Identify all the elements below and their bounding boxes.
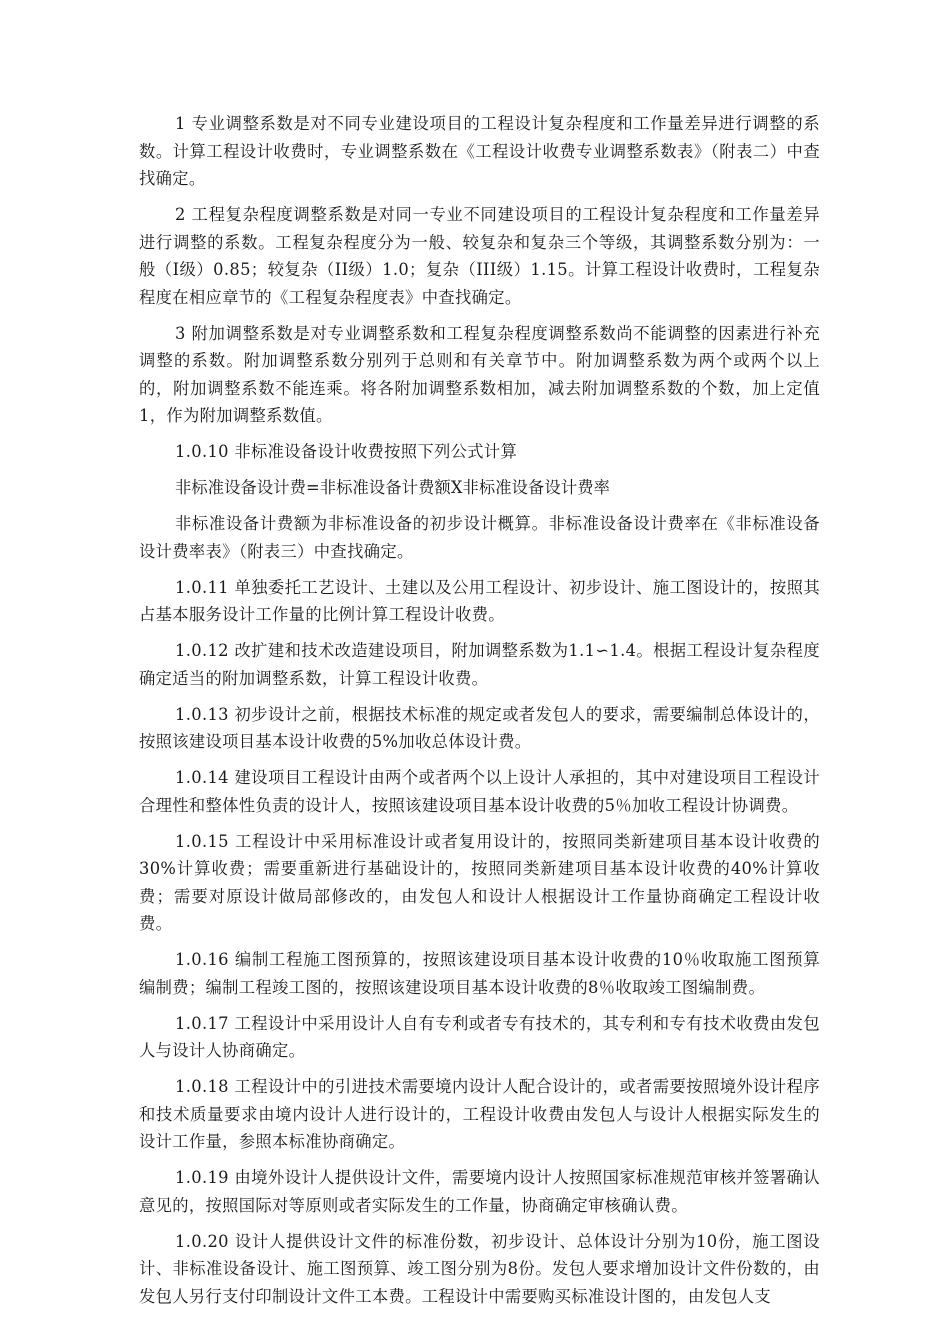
clause-1-0-16: 1.0.16 编制工程施工图预算的，按照该建设项目基本设计收费的10％收取施工图预算编制费；编制工程竣工图的，按照该建设项目基本设计收费的8％收取竣工图编制费。 <box>139 950 820 997</box>
paragraph-professional-adjustment: 1 专业调整系数是对不同专业建设项目的工程设计复杂程度和工作量差异进行调整的系数。计算工程设计收费时，专业调整系数在《工程设计收费专业调整系数表》（附表二）中查找确定。 <box>139 114 820 188</box>
clause-1-0-19: 1.0.19 由境外设计人提供设计文件，需要境内设计人按照国家标准规范审核并签署确认意见的，按照国际对等原则或者实际发生的工作量，协商确定审核确认费。 <box>139 1168 820 1215</box>
formula-line: 非标准设备设计费=非标准设备计费额Χ非标准设备设计费率 <box>175 478 610 497</box>
clause-1-0-15: 1.0.15 工程设计中采用标准设计或者复用设计的，按照同类新建项目基本设计收费的30%计算收费；需要重新进行基础设计的，按照同类新建项目基本设计收费的40%计算收费；需要对原设计做局部修改的，由发包人和设计人根据设计工作量协商确定工程设计收费。 <box>139 831 820 933</box>
paragraph-complexity-adjustment: 2 工程复杂程度调整系数是对同一专业不同建设项目的工程设计复杂程度和工作量差异进行调整的系数。工程复杂程度分为一般、较复杂和复杂三个等级，其调整系数分别为：一般（I级）0.85；较复杂（II级）1.0；复杂（III级）1.15。计算工程设计收费时，工程复杂程度在相应章节的《工程复杂程度表》中查找确定。 <box>139 205 820 307</box>
clause-1-0-12: 1.0.12 改扩建和技术改造建设项目，附加调整系数为1.1∽1.4。根据工程设计复杂程度确定适当的附加调整系数，计算工程设计收费。 <box>139 641 820 688</box>
clause-1-0-18: 1.0.18 工程设计中的引进技术需要境内设计人配合设计的，或者需要按照境外设计程序和技术质量要求由境内设计人进行设计的，工程设计收费由发包人与设计人根据实际发生的设计工作量，参照本标准协商确定。 <box>139 1077 820 1151</box>
clause-1-0-13: 1.0.13 初步设计之前，根据技术标准的规定或者发包人的要求，需要编制总体设计的，按照该建设项目基本设计收费的5%加收总体设计费。 <box>139 704 820 751</box>
clause-1-0-14: 1.0.14 建设项目工程设计由两个或者两个以上设计人承担的，其中对建设项目工程设计合理性和整体性负责的设计人，按照该建设项目基本设计收费的5％加收工程设计协调费。 <box>139 768 820 815</box>
paragraph-nonstandard-fee-basis: 非标准设备计费额为非标准设备的初步设计概算。非标准设备设计费率在《非标准设备设计费率表》（附表三）中查找确定。 <box>139 514 820 561</box>
paragraph-additional-adjustment: 3 附加调整系数是对专业调整系数和工程复杂程度调整系数尚不能调整的因素进行补充调整的系数。附加调整系数分别列于总则和有关章节中。附加调整系数为两个或两个以上的，附加调整系数不能连乘。将各附加调整系数相加，减去附加调整系数的个数，加上定值1，作为附加调整系数值。 <box>139 323 820 425</box>
document-body <box>139 110 820 1319</box>
clause-1-0-11: 1.0.11 单独委托工艺设计、土建以及公用工程设计、初步设计、施工图设计的，按照其占基本服务设计工作量的比例计算工程设计收费。 <box>139 577 820 624</box>
clause-1-0-17: 1.0.17 工程设计中采用设计人自有专利或者专有技术的，其专利和专有技术收费由发包人与设计人协商确定。 <box>139 1013 820 1060</box>
clause-1-0-10: 1.0.10 非标准设备设计收费按照下列公式计算 <box>175 442 518 461</box>
clause-1-0-20: 1.0.20 设计人提供设计文件的标准份数，初步设计、总体设计分别为10份，施工图设计、非标准设备设计、施工图预算、竣工图分别为8份。发包人要求增加设计文件份数的，由发包人另行支付印制设计文件工本费。工程设计中需要购买标准设计图的，由发包人支 <box>139 1231 820 1306</box>
